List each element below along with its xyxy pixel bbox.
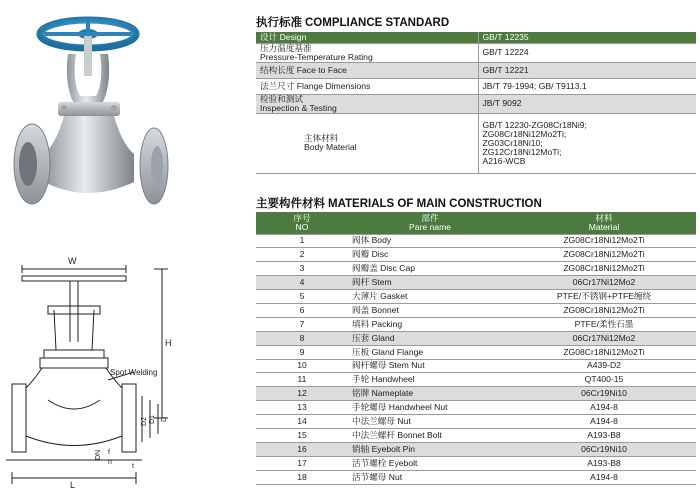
dim-label-d2: D2 [141, 417, 148, 426]
part-name: 阀瓣盖 Disc Cap [348, 262, 512, 276]
material: QT400-15 [512, 373, 696, 387]
compliance-section-title: 执行标准 COMPLIANCE STANDARD [256, 17, 450, 29]
compliance-table [256, 32, 696, 174]
table-row [256, 387, 696, 401]
materials-rows [256, 234, 696, 484]
dim-label-dn: DN [95, 449, 102, 460]
dim-label-d: D [161, 416, 168, 422]
part-name: 阀瓣 Disc [348, 248, 512, 262]
compliance-row-body-material: 主体材料 Body Material GB/T 12230-ZG08Cr18Ni9; ZG08Cr18Ni12Mo2Ti; ZG03Cr18Ni10; ZG12Cr18Ni12MoTi; A216-WCB [256, 113, 696, 173]
table-row [256, 262, 696, 276]
material: A194-8 [512, 470, 696, 484]
table-row [256, 359, 696, 373]
part-name: 阀杆螺母 Stem Nut [348, 359, 512, 373]
material: A193-B8 [512, 456, 696, 470]
table-row [256, 290, 696, 304]
table-row [256, 428, 696, 442]
row-number: 10 [256, 359, 348, 373]
materials-table [256, 212, 696, 485]
material: A193-B8 [512, 428, 696, 442]
part-name: 阀杆 Stem [348, 276, 512, 290]
material: A194-8 [512, 401, 696, 415]
compliance-row-inspection: 检验和测试 Inspection & Testing JB/T 9092 [256, 94, 696, 113]
material: A194-8 [512, 415, 696, 429]
table-row [256, 415, 696, 429]
part-name: 大薄片 Gasket [348, 290, 512, 304]
row-number: 6 [256, 303, 348, 317]
part-name: 活节螺栓 Eyebolt [348, 456, 512, 470]
part-name: 销轴 Eyebolt Pin [348, 442, 512, 456]
table-row [256, 303, 696, 317]
materials-header-row [256, 212, 696, 234]
table-row [256, 470, 696, 484]
row-number: 3 [256, 262, 348, 276]
left-column [0, 0, 248, 500]
material: PTFE/不锈钢+PTFE缠绕 [512, 290, 696, 304]
row-number: 1 [256, 234, 348, 248]
row-number: 11 [256, 373, 348, 387]
row-number: 4 [256, 276, 348, 290]
header-material: 材料 Material [512, 212, 696, 234]
compliance-row-flange: 法兰尺寸 Flange Dimensions JB/T 79-1994; GB/ T9113.1 [256, 78, 696, 94]
table-row [256, 401, 696, 415]
dim-label-n: n [108, 459, 112, 466]
row-number: 15 [256, 428, 348, 442]
globe-valve-photo [4, 4, 240, 234]
material: PTFE/柔性石墨 [512, 317, 696, 331]
row-number: 8 [256, 331, 348, 345]
part-name: 填料 Packing [348, 317, 512, 331]
row-number: 17 [256, 456, 348, 470]
compliance-row-face-to-face: 结构长度 Face to Face GB/T 12221 [256, 62, 696, 78]
dim-label-w: W [68, 256, 77, 266]
valve-dimension-drawing [4, 250, 244, 490]
part-name: 手轮螺母 Handwheel Nut [348, 401, 512, 415]
compliance-row-pressure: 压力温度基准 Pressure-Temperature Rating GB/T 12224 [256, 43, 696, 62]
table-row [256, 345, 696, 359]
table-row [256, 373, 696, 387]
part-name: 活节螺母 Nut [348, 470, 512, 484]
row-number: 12 [256, 387, 348, 401]
material: ZG08Cr18Ni12Mo2Ti [512, 248, 696, 262]
material: 06Cr19Ni10 [512, 387, 696, 401]
dim-label-d1: D1 [149, 415, 156, 424]
compliance-row-design: 设计 Design GB/T 12235 [256, 32, 696, 43]
part-name: 手轮 Handwheel [348, 373, 512, 387]
part-name: 中法兰螺杆 Bonnet Bolt [348, 428, 512, 442]
part-name: 压板 Gland Flange [348, 345, 512, 359]
material: ZG08Cr18Ni12Mo2Ti [512, 262, 696, 276]
dim-label-t: t [132, 463, 134, 470]
row-number: 13 [256, 401, 348, 415]
dim-label-f: f [108, 449, 110, 456]
part-name: 阀体 Body [348, 234, 512, 248]
dim-label-h: H [165, 338, 172, 348]
table-row [256, 234, 696, 248]
row-number: 16 [256, 442, 348, 456]
material: 06Cr19Ni10 [512, 442, 696, 456]
table-row [256, 317, 696, 331]
material: 06Cr17Ni12Mo2 [512, 276, 696, 290]
part-name: 铭牌 Nameplate [348, 387, 512, 401]
table-row [256, 331, 696, 345]
table-row [256, 276, 696, 290]
row-number: 18 [256, 470, 348, 484]
material: ZG08Cr18Ni12Mo2Ti [512, 234, 696, 248]
materials-section-title: 主要构件材料 MATERIALS OF MAIN CONSTRUCTION [256, 198, 542, 210]
part-name: 中法兰螺母 Nut [348, 415, 512, 429]
material: ZG08Cr18Ni12Mo2Ti [512, 345, 696, 359]
material: ZG08Cr18Ni12Mo2Ti [512, 303, 696, 317]
part-name: 阀盖 Bonnet [348, 303, 512, 317]
dim-label-spot-welding: Spot Welding [110, 368, 158, 377]
row-number: 14 [256, 415, 348, 429]
table-row [256, 248, 696, 262]
dim-label-l: L [70, 480, 76, 490]
row-number: 7 [256, 317, 348, 331]
table-row [256, 442, 696, 456]
table-row [256, 456, 696, 470]
header-no: 序号 NO [256, 212, 348, 234]
row-number: 2 [256, 248, 348, 262]
row-number: 5 [256, 290, 348, 304]
material: 06Cr17Ni12Mo2 [512, 331, 696, 345]
material: A439-D2 [512, 359, 696, 373]
header-part-name: 部件 Pare name [348, 212, 512, 234]
part-name: 压套 Gland [348, 331, 512, 345]
row-number: 9 [256, 345, 348, 359]
